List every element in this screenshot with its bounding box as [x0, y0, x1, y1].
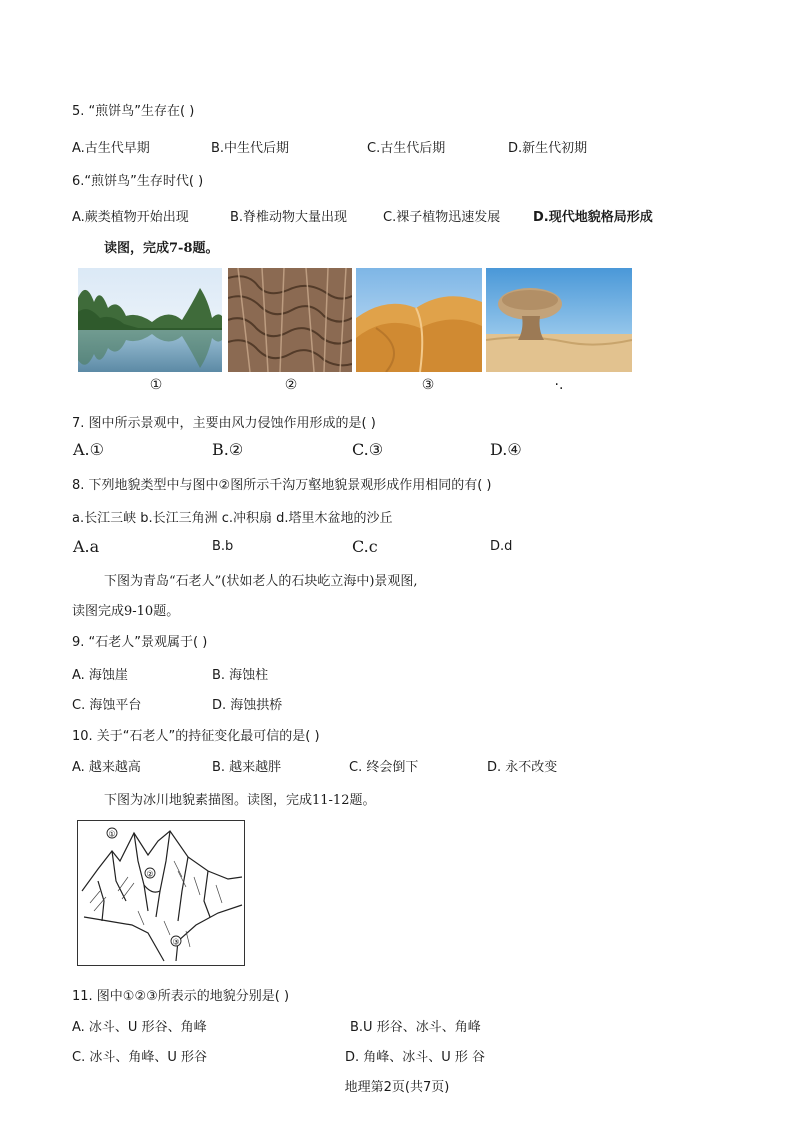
q5-stem: 5. “煎饼鸟”生存在( )	[72, 104, 195, 119]
intro-9-10-line2: 读图完成9-10题。	[72, 604, 180, 619]
q8-items: a.长江三峡 b.长江三角洲 c.冲积扇 d.塔里木盆地的沙丘	[72, 511, 393, 526]
q7-option-d: D.④	[490, 440, 522, 459]
q5-option-a: A.古生代早期	[72, 141, 150, 156]
q7-stem: 7. 图中所示景观中，主要由风力侵蚀作用形成的是( )	[72, 416, 376, 431]
q8-option-d: D.d	[490, 539, 513, 554]
q7-option-c: C.③	[352, 440, 384, 459]
q10-option-c: C. 终会倒下	[349, 760, 419, 775]
intro-7-8: 读图，完成7-8题。	[104, 241, 219, 256]
q8-option-a: A.a	[73, 537, 100, 556]
q9-option-d: D. 海蚀拱桥	[212, 698, 283, 713]
q10-option-b: B. 越来越胖	[212, 760, 282, 775]
q10-stem: 10. 关于“石老人”的持征变化最可信的是( )	[72, 729, 320, 744]
q6-option-a: A.蕨类植物开始出现	[72, 210, 189, 225]
q6-option-b: B.脊椎动物大量出现	[230, 210, 348, 225]
q7-option-a: A.①	[73, 440, 104, 459]
q10-option-d: D. 永不改变	[487, 760, 558, 775]
photo-caption-4: ·.	[554, 377, 564, 393]
mushroom-rock-photo	[486, 268, 632, 372]
q11-option-a: A. 冰斗、U 形谷、角峰	[72, 1020, 207, 1035]
photo-caption-2: ②	[284, 377, 298, 393]
q5-option-d: D.新生代初期	[508, 141, 588, 156]
q10-option-a: A. 越来越高	[72, 760, 141, 775]
q9-stem: 9. “石老人”景观属于( )	[72, 635, 208, 650]
q5-option-c: C.古生代后期	[367, 141, 446, 156]
q6-stem: 6.“煎饼鸟”生存时代( )	[72, 174, 204, 189]
q11-option-c: C. 冰斗、角峰、U 形谷	[72, 1050, 207, 1065]
sketch-label-2: ②	[146, 869, 154, 879]
q9-option-a: A. 海蚀崖	[72, 668, 128, 683]
q11-stem: 11. 图中①②③所表示的地貌分别是( )	[72, 989, 290, 1004]
sketch-label-1: ①	[108, 829, 116, 839]
photo-caption-3: ③	[421, 377, 435, 393]
q6-option-d: D.现代地貌格局形成	[533, 210, 653, 225]
glacier-landform-sketch	[77, 820, 245, 966]
sketch-label-3: ③	[172, 937, 180, 947]
intro-11-12: 下图为冰川地貌素描图。读图，完成11-12题。	[104, 793, 376, 808]
sand-dune-photo	[356, 268, 482, 372]
page-footer: 地理第2页(共7页)	[344, 1080, 450, 1095]
q8-option-b: B.b	[212, 539, 234, 554]
karst-landscape-photo	[78, 268, 222, 372]
intro-9-10-line1: 下图为青岛“石老人”(状如老人的石块屹立海中)景观图,	[104, 574, 418, 589]
q7-option-b: B.②	[212, 440, 244, 459]
q8-option-c: C.c	[352, 537, 378, 556]
photo-caption-1: ①	[149, 377, 163, 393]
q9-option-c: C. 海蚀平台	[72, 698, 142, 713]
q11-option-d: D. 角峰、冰斗、U 形 谷	[345, 1050, 486, 1065]
q8-stem: 8. 下列地貌类型中与图中②图所示千沟万壑地貌景观形成作用相同的有( )	[72, 478, 492, 493]
q9-option-b: B. 海蚀柱	[212, 668, 269, 683]
q6-option-c: C.裸子植物迅速发展	[383, 210, 501, 225]
loess-gully-photo	[228, 268, 352, 372]
q11-option-b: B.U 形谷、冰斗、角峰	[350, 1020, 481, 1035]
q5-option-b: B.中生代后期	[211, 141, 290, 156]
